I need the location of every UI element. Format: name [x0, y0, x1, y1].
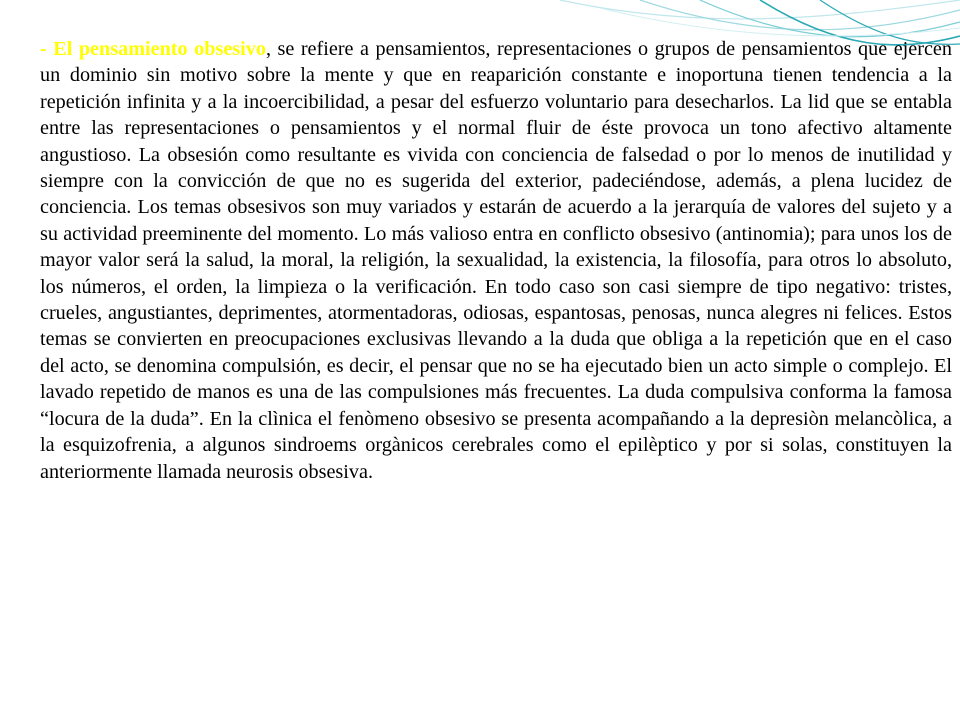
wave-line-1	[560, 0, 960, 19]
wave-line-6	[600, 8, 960, 36]
highlight-heading: - El pensamiento obsesivo	[40, 38, 266, 60]
paragraph-text: , se refiere a pensamientos, representaciones o grupos de pensamientos que ejercen un dominio sin motivo sobre la mente y que en reaparición constante e inoportuna tienen tendencia a la repetición infinita y a la incoercibilidad, a pesar del esfuerzo voluntario para desecharlos. La lid que se entabla entre las representaciones o pensamientos y el normal fluir de éste provoca un tono afectivo altamente angustioso. La obsesión como resultante es vivida con conciencia de falsedad o por lo menos de inutilidad y siempre con la convicción de que no es sugerida del exterior, padeciéndose, además, a plena lucidez de conciencia. Los temas obsesivos son muy variados y estarán de acuerdo a la jerarquía de valores del sujeto y a su actividad preeminente del momento. Lo más valioso entra en conflicto obsesivo (antinomia); para unos los de mayor valor será la salud, la moral, la religión, la sexualidad, la existencia, la filosofía, para otros lo absoluto, los números, el orden, la limpieza o la verificación. En todo caso son casi siempre de tipo negativo: tristes, crueles, angustiantes, deprimentes, atormentadoras, odiosas, espantosas, penosas, nunca alegres ni felices. Estos temas se convierten en preocupaciones exclusivas llevando a la duda que obliga a la repetición que en el caso del acto, se denomina compulsión, es decir, el pensar que no se ha ejecutado bien un acto simple o complejo. El lavado repetido de manos es una de las compulsiones más frecuentes. La duda compulsiva conforma la famosa “locura de la duda”. En la clìnica el fenòmeno obsesivo se presenta acompañando a la depresiòn melancòlica, a la esquizofrenia, a algunos sindroems orgànicos cerebrales como el epilèptico y por si solas, constituyen la anteriormente llamada neurosis obsesiva.	[40, 38, 952, 483]
wave-line-3	[700, 0, 960, 37]
wave-line-2	[640, 0, 960, 30]
body-paragraph	[40, 36, 952, 485]
